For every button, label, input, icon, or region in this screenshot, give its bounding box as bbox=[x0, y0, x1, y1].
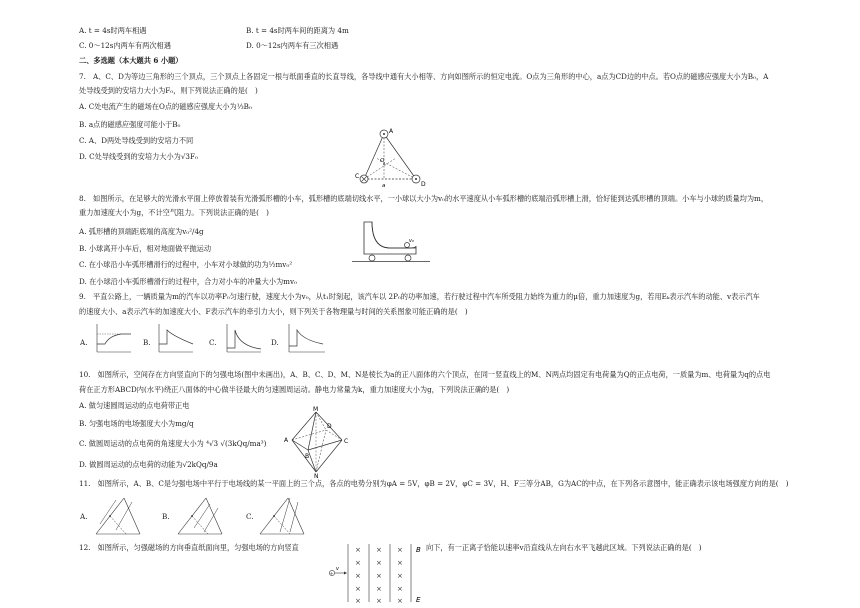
q11-choice-a-label: A. bbox=[80, 512, 88, 521]
q7-label-o: O bbox=[380, 158, 385, 164]
q7-option-d: D. C处导线受到的安培力大小为√3F₀ bbox=[79, 152, 198, 161]
svg-text:×: × bbox=[397, 585, 403, 593]
q7-option-b: B. a点的磁感应强度可能小于B₀ bbox=[79, 120, 181, 129]
q10-option-b: B. 匀强电场的电场强度大小为mg/q bbox=[79, 419, 194, 428]
q10-option-c: C. 做圆周运动的点电荷的角速度大小为 ⁴√3 √(3kQq/ma³) bbox=[79, 439, 267, 448]
svg-text:×: × bbox=[376, 546, 382, 554]
q8-option-c: C. 在小球沿小车弧形槽滑行的过程中，小车对小球做的功为½mv₀² bbox=[79, 260, 293, 269]
q7-label-a: A bbox=[389, 128, 394, 135]
q8-option-b: B. 小球离开小车后，相对地面做平抛运动 bbox=[79, 244, 212, 253]
svg-text:×: × bbox=[355, 597, 361, 605]
q7-label-a-point: a bbox=[382, 183, 386, 189]
q9-choice-d-label: D. bbox=[271, 338, 279, 347]
q10-stem-line2: 荷在正方形ABCD内(水平)绕正八面体的中心做半径最大的匀速圆周运动。静电力常量为k，重力加速度大小为g，下列说法正确的是( ) bbox=[79, 385, 510, 394]
q11-choice-c-label: C. bbox=[246, 512, 254, 521]
q8-option-a: A. 弧形槽的顶端距底端的高度为v₀²/4g bbox=[79, 227, 204, 236]
q8-stem-line1: 8. 如图所示，在足够大的光滑水平面上停放着装有光滑弧形槽的小车，弧形槽的底端切线水平，一小球以大小为v₀的水平速度从小车弧形槽的底端沿弧形槽上滑，恰好能到达弧形槽的顶端。小车与小球的质量均为m， bbox=[79, 194, 769, 203]
q9-graph-d bbox=[283, 322, 327, 356]
q12-stem-right: 向下，有一正离子恰能以速率v沿直线从左向右水平飞越此区域。下列说法正确的是( ) bbox=[426, 543, 702, 552]
q12-label-v: v bbox=[336, 566, 339, 572]
q6-option-d: D. 0～12s内两车有三次相遇 bbox=[246, 41, 339, 50]
q9-stem-line2: 的速度大小、a表示汽车的加速度大小、F表示汽车的牵引力大小，则下列关于各物理量与时间的关系图象可能正确的是( ) bbox=[79, 307, 468, 316]
q12-label-e: E bbox=[416, 596, 421, 604]
q10-label-d: D bbox=[327, 423, 332, 430]
q8-label-v0: v₀ bbox=[409, 238, 414, 244]
q12-stem-left: 12. 如图所示，匀强磁场的方向垂直纸面向里，匀强电场的方向竖直 bbox=[79, 543, 299, 552]
q9-graph-c bbox=[221, 322, 263, 356]
svg-text:×: × bbox=[376, 559, 382, 567]
svg-text:×: × bbox=[376, 585, 382, 593]
q9-stem-line1: 9. 平直公路上，一辆质量为m的汽车以功率P₀匀速行驶，速度大小为v₀，从t₁时刻起，该汽车以 2P₀的功率加速，若行驶过程中汽车所受阻力始终为重力的μ倍，重力加速度为g，若用Eₖ表示汽车的动能、v表示汽车 bbox=[79, 292, 760, 301]
svg-text:×: × bbox=[355, 572, 361, 580]
q11-diagram-b bbox=[176, 494, 226, 538]
q9-graph-a bbox=[91, 322, 133, 356]
svg-text:+: + bbox=[329, 572, 334, 577]
q10-option-d: D. 做圆周运动的点电荷的动能为√2kQq/9a bbox=[79, 460, 218, 469]
q11-diagram-a bbox=[94, 494, 144, 538]
q10-label-n: N bbox=[314, 473, 319, 478]
q7-triangle-figure bbox=[354, 124, 434, 190]
svg-text:×: × bbox=[355, 546, 361, 554]
svg-text:×: × bbox=[376, 597, 382, 605]
svg-text:×: × bbox=[355, 559, 361, 567]
svg-text:×: × bbox=[397, 559, 403, 567]
q10-option-a: A. 做匀速圆周运动的点电荷带正电 bbox=[79, 401, 190, 410]
svg-text:×: × bbox=[397, 597, 403, 605]
svg-text:×: × bbox=[376, 572, 382, 580]
q7-label-c: C bbox=[355, 173, 360, 180]
section-title: 二、多选题（本大题共 6 小题） bbox=[79, 56, 183, 65]
q12-label-b: B bbox=[416, 546, 421, 554]
q10-label-m: M bbox=[313, 406, 319, 413]
q9-choice-a-label: A. bbox=[80, 338, 88, 347]
q7-stem-line2: 处导线受到的安培力大小为F₀，则下列说法正确的是( ) bbox=[79, 86, 258, 95]
q9-choice-c-label: C. bbox=[209, 338, 217, 347]
q8-stem-line2: 重力加速度大小为g，不计空气阻力。下列说法正确的是( ) bbox=[79, 208, 269, 217]
q7-option-a: A. C处电流产生的磁场在O点的磁感应强度大小为⅓B₀ bbox=[79, 102, 252, 111]
q10-octahedron-figure bbox=[280, 406, 354, 478]
q11-stem: 11. 如图所示，A、B、C是匀强电场中平行于电场线的某一平面上的三个点，各点的电势分别为φA = 5V，φB = 2V，φC = 3V，H、F三等分AB，G为AC的中点，在下列各示意图中，能正确表示该电场强度方向的是( ) bbox=[79, 479, 789, 488]
svg-text:×: × bbox=[397, 546, 403, 554]
q10-label-c: C bbox=[344, 438, 349, 445]
q6-option-a: A. t = 4s时两车相遇 bbox=[79, 26, 147, 35]
q9-choice-b-label: B. bbox=[143, 338, 151, 347]
q12-field-figure bbox=[324, 540, 428, 606]
svg-text:×: × bbox=[355, 585, 361, 593]
q7-option-c: C. A、D两处导线受到的安培力不同 bbox=[79, 136, 194, 145]
svg-text:×: × bbox=[397, 572, 403, 580]
q11-choice-b-label: B. bbox=[162, 512, 170, 521]
q7-stem-line1: 7. A、C、D为等边三角形的三个顶点，三个顶点上各固定一根与纸面垂直的长直导线，各导线中通有大小相等、方向如图所示的恒定电流。O点为三角形的中心，a点为CD边的中点。若O点的磁感应强度大小为B₀，A bbox=[79, 72, 769, 81]
q8-cart-figure bbox=[350, 218, 432, 270]
q10-label-b: B bbox=[305, 453, 310, 460]
q9-graph-b bbox=[153, 322, 195, 356]
q11-diagram-c bbox=[258, 494, 308, 538]
q7-label-d: D bbox=[421, 181, 426, 188]
q6-option-b: B. t = 4s时两车间的距离为 4m bbox=[246, 26, 349, 35]
q6-option-c: C. 0～12s内两车有两次相遇 bbox=[79, 41, 171, 50]
q10-label-a: A bbox=[284, 437, 289, 444]
q10-stem-line1: 10. 如图所示，空间存在方向竖直向下的匀强电场(图中未画出)，A、B、C、D、M、N是棱长为a的正八面体的六个顶点，在同一竖直线上的M、N两点均固定有电荷量为Q的正点电荷，一质量为m、电荷量为q的点电 bbox=[79, 370, 771, 379]
q8-option-d: D. 在小球沿小车弧形槽滑行的过程中，合力对小车的冲量大小为mv₀ bbox=[79, 277, 297, 286]
